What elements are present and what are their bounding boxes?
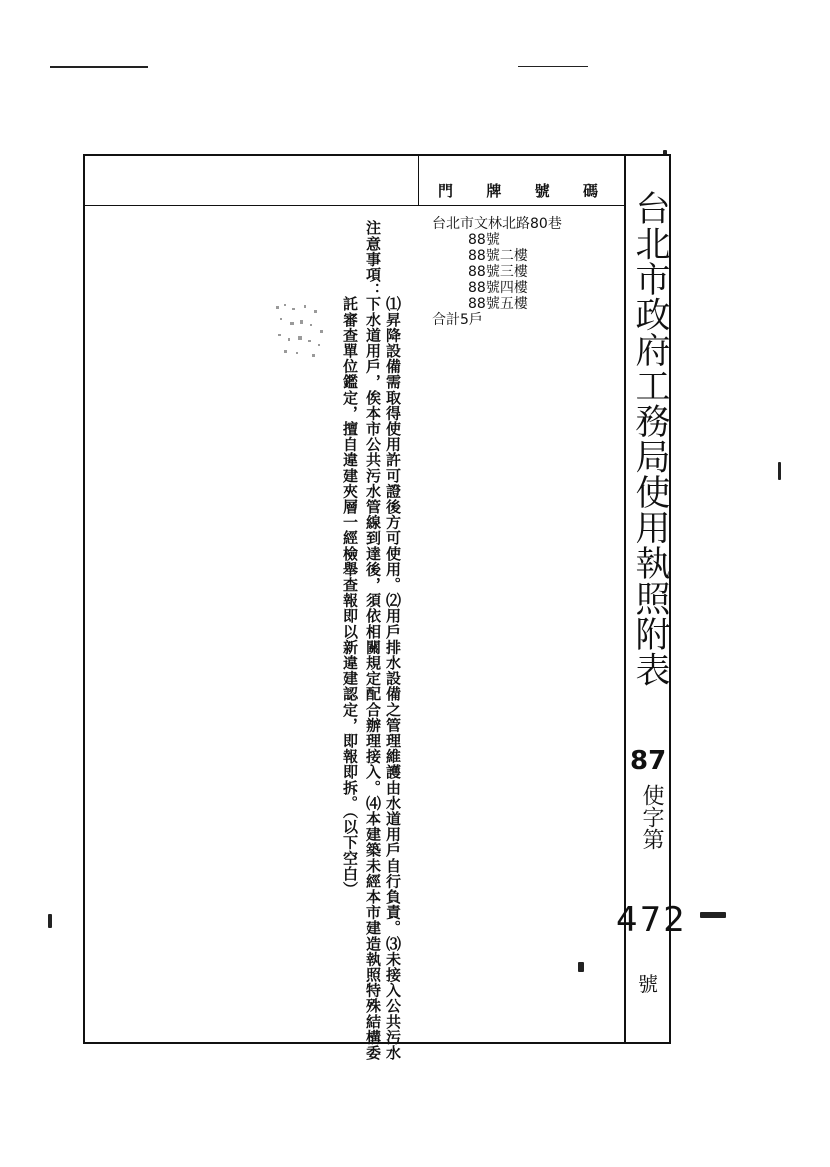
permit-year: 87 [630, 746, 667, 776]
header-row-divider [83, 205, 625, 206]
scan-mark-top-right [518, 66, 588, 67]
address-unit: 88號五樓 [468, 296, 528, 312]
address-unit: 88號三樓 [468, 264, 528, 280]
scan-speck [48, 914, 52, 928]
address-unit: 88號 [468, 232, 500, 248]
address-header-char: 門 [438, 182, 454, 200]
address-header-char: 碼 [582, 182, 598, 200]
address-unit: 88號四樓 [468, 280, 528, 296]
address-header-char: 號 [534, 182, 550, 200]
scan-speck [778, 462, 781, 480]
notes-line: 下水道用戶，俟本市公共污水管線到達後，須依相關規定配合辦理接入。⑷本建築未經本市建造執照特殊結構委 [364, 296, 382, 1061]
notes-line: ⑴昇降設備需取得使用許可證後方可使用。⑵用戶排水設備之管理維護由水道用戶自行負責。⑶未接入公共污水 [384, 296, 402, 1061]
permit-number: 472 [616, 900, 687, 940]
address-header-char: 牌 [486, 182, 502, 200]
address-list [432, 216, 562, 328]
permit-prefix: 使字第 [639, 784, 664, 850]
scan-speck [700, 912, 726, 918]
faded-stamp [270, 300, 336, 362]
address-unit: 88號二樓 [468, 248, 528, 264]
notes-line: 託審查單位鑑定，擅自違建夾層一經檢舉查報即以新違建認定，即報即拆。（以下空白） [341, 296, 359, 897]
scan-mark-top-left [50, 66, 148, 68]
notes-heading: 注意事項： [364, 220, 382, 298]
address-header [438, 180, 598, 201]
header-column-divider [418, 154, 419, 206]
address-street: 台北市文林北路80巷 [432, 216, 562, 232]
document-title: 台北市政府工務局使用執照附表 [630, 190, 670, 687]
address-total: 合計5戶 [432, 312, 483, 328]
permit-suffix: 號 [638, 972, 658, 996]
